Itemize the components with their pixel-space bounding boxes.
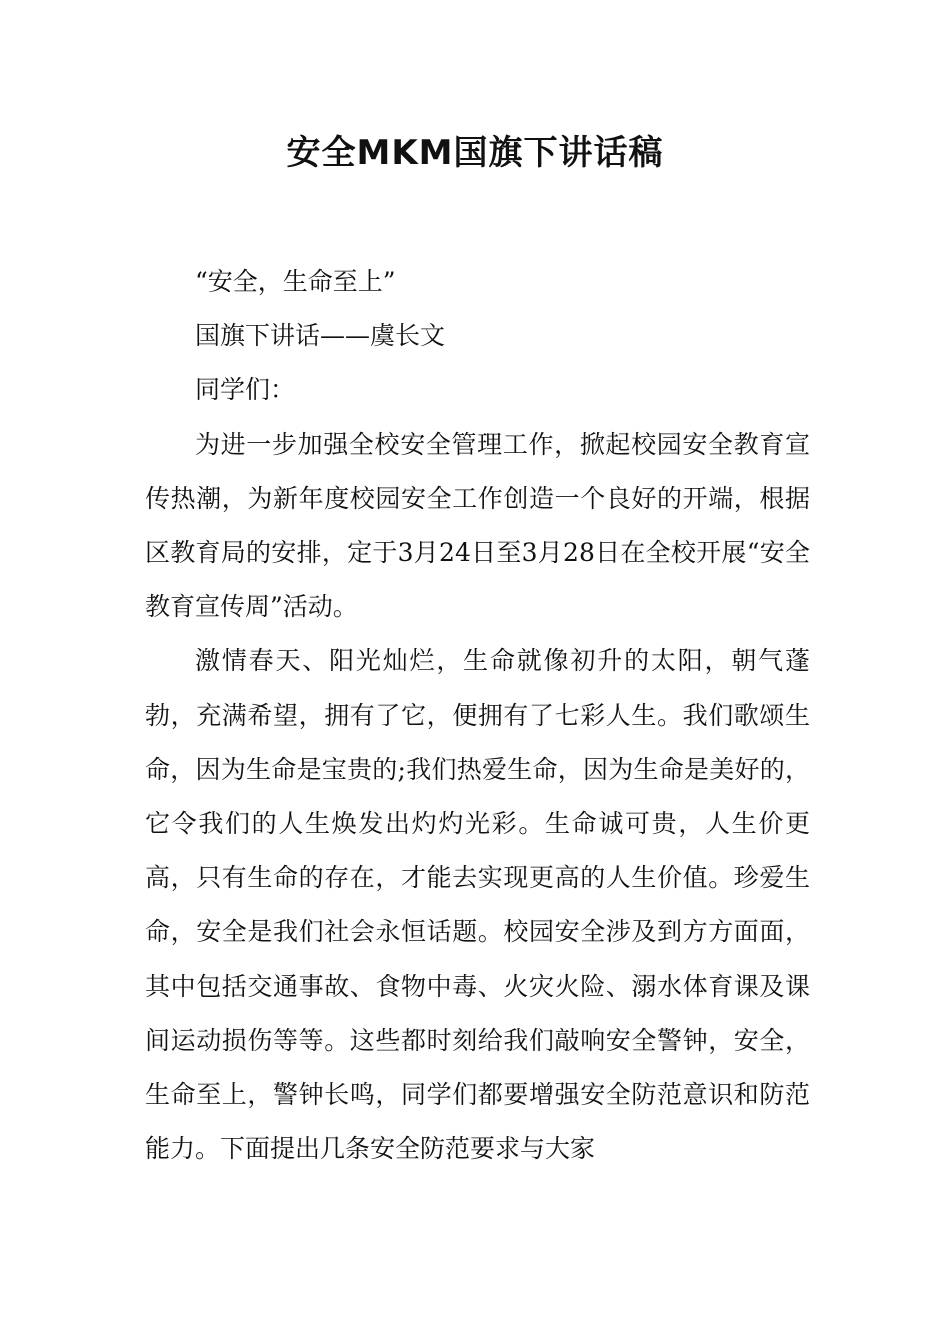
document-body xyxy=(145,255,810,1176)
speaker-paragraph: 国旗下讲话——虞长文 xyxy=(195,321,446,351)
document-title: 安全MKM国旗下讲话稿 xyxy=(286,133,664,173)
subtitle-paragraph: “安全，生命至上” xyxy=(195,267,396,296)
greeting-paragraph: 同学们： xyxy=(195,375,296,405)
body-paragraph: 激情春天、阳光灿烂，生命就像初升的太阳，朝气蓬勃，充满希望，拥有了它，便拥有了七彩人生。我们歌颂生命，因为生命是宝贵的;我们热爱生命，因为生命是美好的，它令我们的人生焕发出灼灼光彩。生命诚可贵，人生价更高，只有生命的存在，才能去实现更高的人生价值。珍爱生命，安全是我们社会永恒话题。校园安全涉及到方方面面，其中包括交通事故、食物中毒、火灾火险、溺水体育课及课间运动损伤等等。这些都时刻给我们敲响安全警钟，安全，生命至上，警钟长鸣，同学们都要增强安全防范意识和防范能力。下面提出几条安全防范要求与大家 xyxy=(145,646,810,1164)
body-paragraph: 为进一步加强全校安全管理工作，掀起校园安全教育宣传热潮，为新年度校园安全工作创造一个良好的开端，根据区教育局的安排，定于3月24日至3月28日在全校开展“安全教育宣传周”活动。 xyxy=(145,429,810,622)
